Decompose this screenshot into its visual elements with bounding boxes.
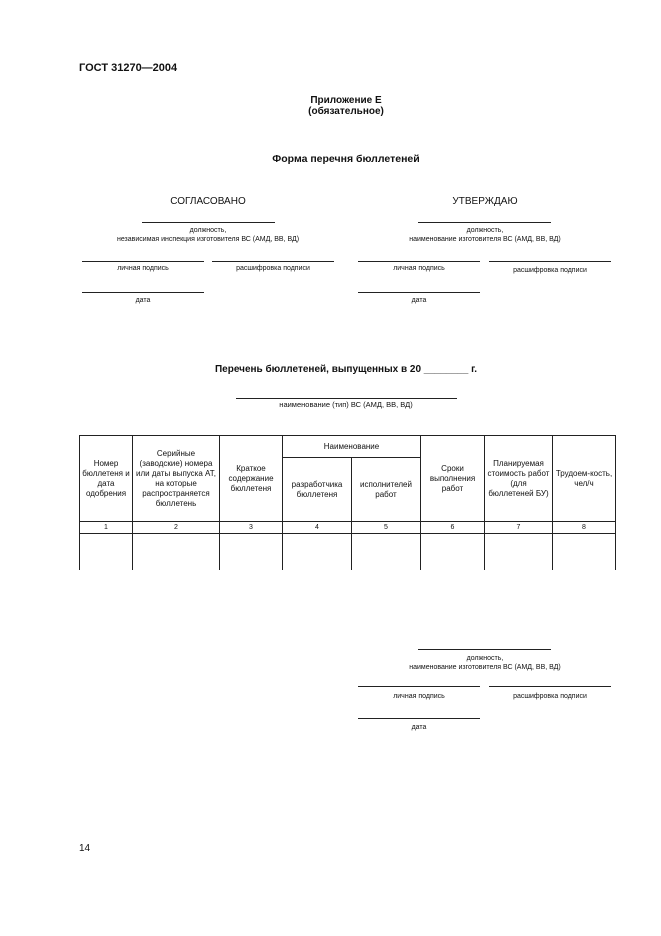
bulletins-table	[79, 435, 616, 570]
bottom-position-caption-1: должность,	[466, 655, 504, 662]
left-heading: СОГЛАСОВАНО	[170, 196, 246, 207]
left-position-line	[142, 222, 275, 223]
table-cell[interactable]	[553, 534, 616, 571]
bottom-position-line	[418, 649, 551, 650]
right-position-caption-2: наименование изготовителя ВС (АМД, ВВ, ВД)	[409, 236, 561, 243]
col-header-executors: исполнителей работ	[352, 458, 421, 522]
right-signature-line	[358, 261, 480, 262]
table-cell[interactable]	[220, 534, 283, 571]
list-type-caption: наименование (тип) ВС (АМД, ВВ, ВД)	[279, 400, 413, 409]
table-cell[interactable]	[421, 534, 485, 571]
left-decode-caption: расшифровка подписи	[236, 265, 310, 272]
left-signature-line	[82, 261, 204, 262]
col-header-labor: Трудоем-кость, чел/ч	[553, 436, 616, 522]
column-number: 5	[352, 522, 421, 534]
right-decode-line	[489, 261, 611, 262]
col-header-content: Краткое содержание бюллетеня	[220, 436, 283, 522]
col-header-developer: разработчика бюллетеня	[283, 458, 352, 522]
bottom-signature-caption: личная подпись	[393, 693, 445, 700]
bottom-position-caption-2: наименование изготовителя ВС (АМД, ВВ, ВД)	[409, 664, 561, 671]
right-decode-caption: расшифровка подписи	[513, 267, 587, 274]
left-decode-line	[212, 261, 334, 262]
bottom-date-line	[358, 718, 480, 719]
bottom-date-caption: дата	[411, 724, 427, 731]
right-position-line	[418, 222, 551, 223]
column-number: 3	[220, 522, 283, 534]
right-date-line	[358, 292, 480, 293]
form-title: Форма перечня бюллетеней	[272, 153, 420, 165]
right-date-caption: дата	[411, 297, 427, 304]
page-number: 14	[79, 843, 91, 854]
left-signature-caption: личная подпись	[117, 265, 169, 272]
appendix-title: Приложение Е	[310, 95, 382, 106]
table-row	[80, 534, 616, 571]
col-header-number: Номер бюллетеня и дата одобрения	[80, 436, 133, 522]
col-header-serial: Серийные (заводские) номера или даты выпуска АТ, на которые распространяется бюллетень	[133, 436, 220, 522]
col-header-cost: Планируемая стоимость работ (для бюллетеней БУ)	[485, 436, 553, 522]
column-number: 6	[421, 522, 485, 534]
document-code: ГОСТ 31270—2004	[79, 62, 178, 74]
column-number: 7	[485, 522, 553, 534]
table-cell[interactable]	[283, 534, 352, 571]
col-header-terms: Сроки выполнения работ	[421, 436, 485, 522]
column-number: 8	[553, 522, 616, 534]
right-signature-caption: личная подпись	[393, 265, 445, 272]
bottom-signature-line	[358, 686, 480, 687]
col-header-name-group: Наименование	[283, 436, 421, 458]
left-date-line	[82, 292, 204, 293]
bottom-decode-line	[489, 686, 611, 687]
table-cell[interactable]	[352, 534, 421, 571]
appendix-status: (обязательное)	[308, 106, 384, 117]
left-position-caption-2: независимая инспекция изготовителя ВС (АМД, ВВ, ВД)	[116, 236, 300, 243]
left-date-caption: дата	[135, 297, 151, 304]
column-number: 2	[133, 522, 220, 534]
bottom-decode-caption: расшифровка подписи	[513, 693, 587, 700]
left-position-caption-1: должность,	[189, 227, 227, 234]
table-cell[interactable]	[80, 534, 133, 571]
right-heading: УТВЕРЖДАЮ	[452, 196, 518, 207]
column-number: 1	[80, 522, 133, 534]
list-title: Перечень бюллетеней, выпущенных в 20 ________ г.	[214, 364, 478, 375]
list-type-line	[236, 398, 457, 399]
table-cell[interactable]	[133, 534, 220, 571]
table-cell[interactable]	[485, 534, 553, 571]
column-number: 4	[283, 522, 352, 534]
right-position-caption-1: должность,	[466, 227, 504, 234]
